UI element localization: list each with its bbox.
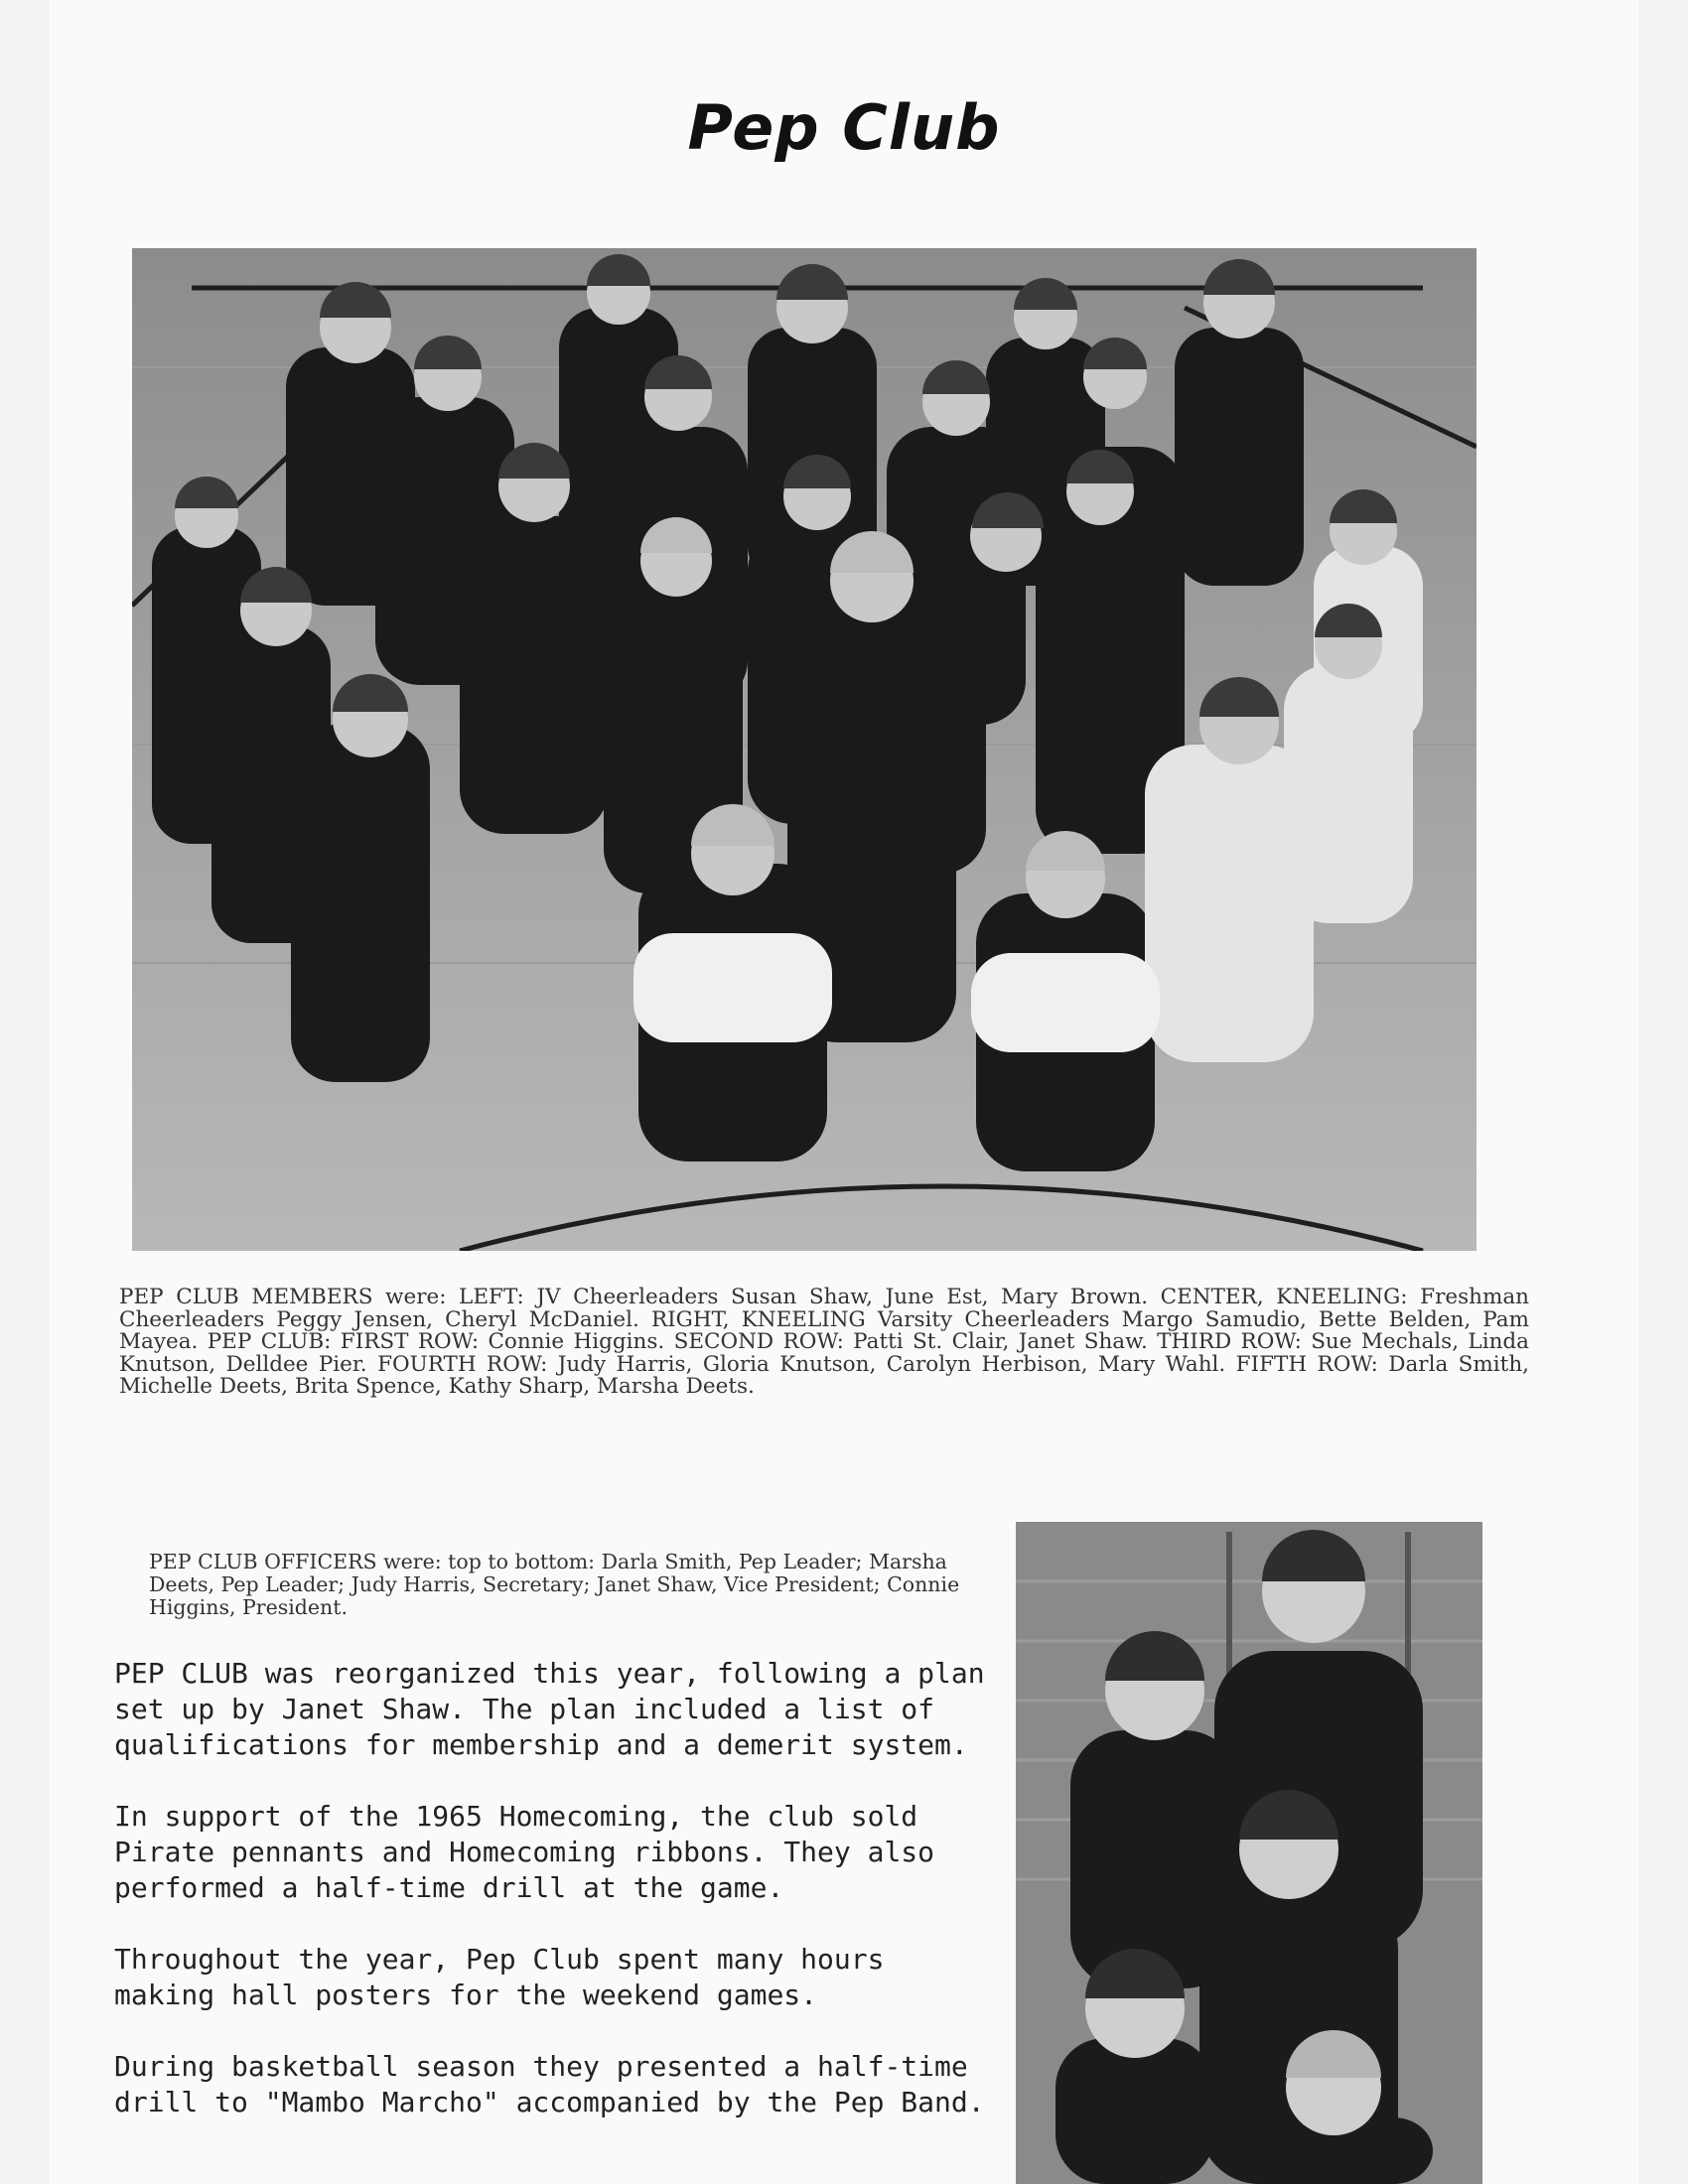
group-photo <box>132 248 1477 1251</box>
body-paragraph-2: In support of the 1965 Homecoming, the club sold Pirate pennants and Homecoming ribbons. They also performed a half-time drill at the game. <box>114 1800 935 1904</box>
page-margin-left <box>0 0 50 2184</box>
officers-photo <box>1016 1522 1482 2184</box>
members-caption: PEP CLUB MEMBERS were: LEFT: JV Cheerleaders Susan Shaw, June Est, Mary Brown. CENTER, KNEELING: Freshman Cheerleaders Peggy Jensen, Cheryl McDaniel. RIGHT, KNEELING Varsity Cheerleaders Margo Samudio, Bette Belden, Pam Mayea. PEP CLUB: FIRST ROW: Connie Higgins. SECOND ROW: Patti St. Clair, Janet Shaw. THIRD ROW: Sue Mechals, Linda Knutson, Delldee Pier. FOURTH ROW: Judy Harris, Gloria Knutson, Carolyn Herbison, Mary Wahl. FIFTH ROW: Darla Smith, Michelle Deets, Brita Spence, Kathy Sharp, Marsha Deets. <box>119 1285 1529 1399</box>
body-paragraph-1: PEP CLUB was reorganized this year, following a plan set up by Janet Shaw. The plan included a list of qualifications for membership and a demerit system. <box>114 1657 985 1761</box>
body-paragraph-4: During basketball season they presented a half-time drill to "Mambo Marcho" accompanied by the Pep Band. <box>114 2050 985 2118</box>
page-margin-right <box>1638 0 1688 2184</box>
officers-caption: PEP CLUB OFFICERS were: top to bottom: Darla Smith, Pep Leader; Marsha Deets, Pep Leader; Judy Harris, Secretary; Janet Shaw, Vice President; Connie Higgins, President. <box>149 1550 960 1619</box>
page-title: Pep Club <box>687 91 1001 164</box>
body-paragraph-3: Throughout the year, Pep Club spent many hours making hall posters for the weekend games. <box>114 1943 885 2011</box>
